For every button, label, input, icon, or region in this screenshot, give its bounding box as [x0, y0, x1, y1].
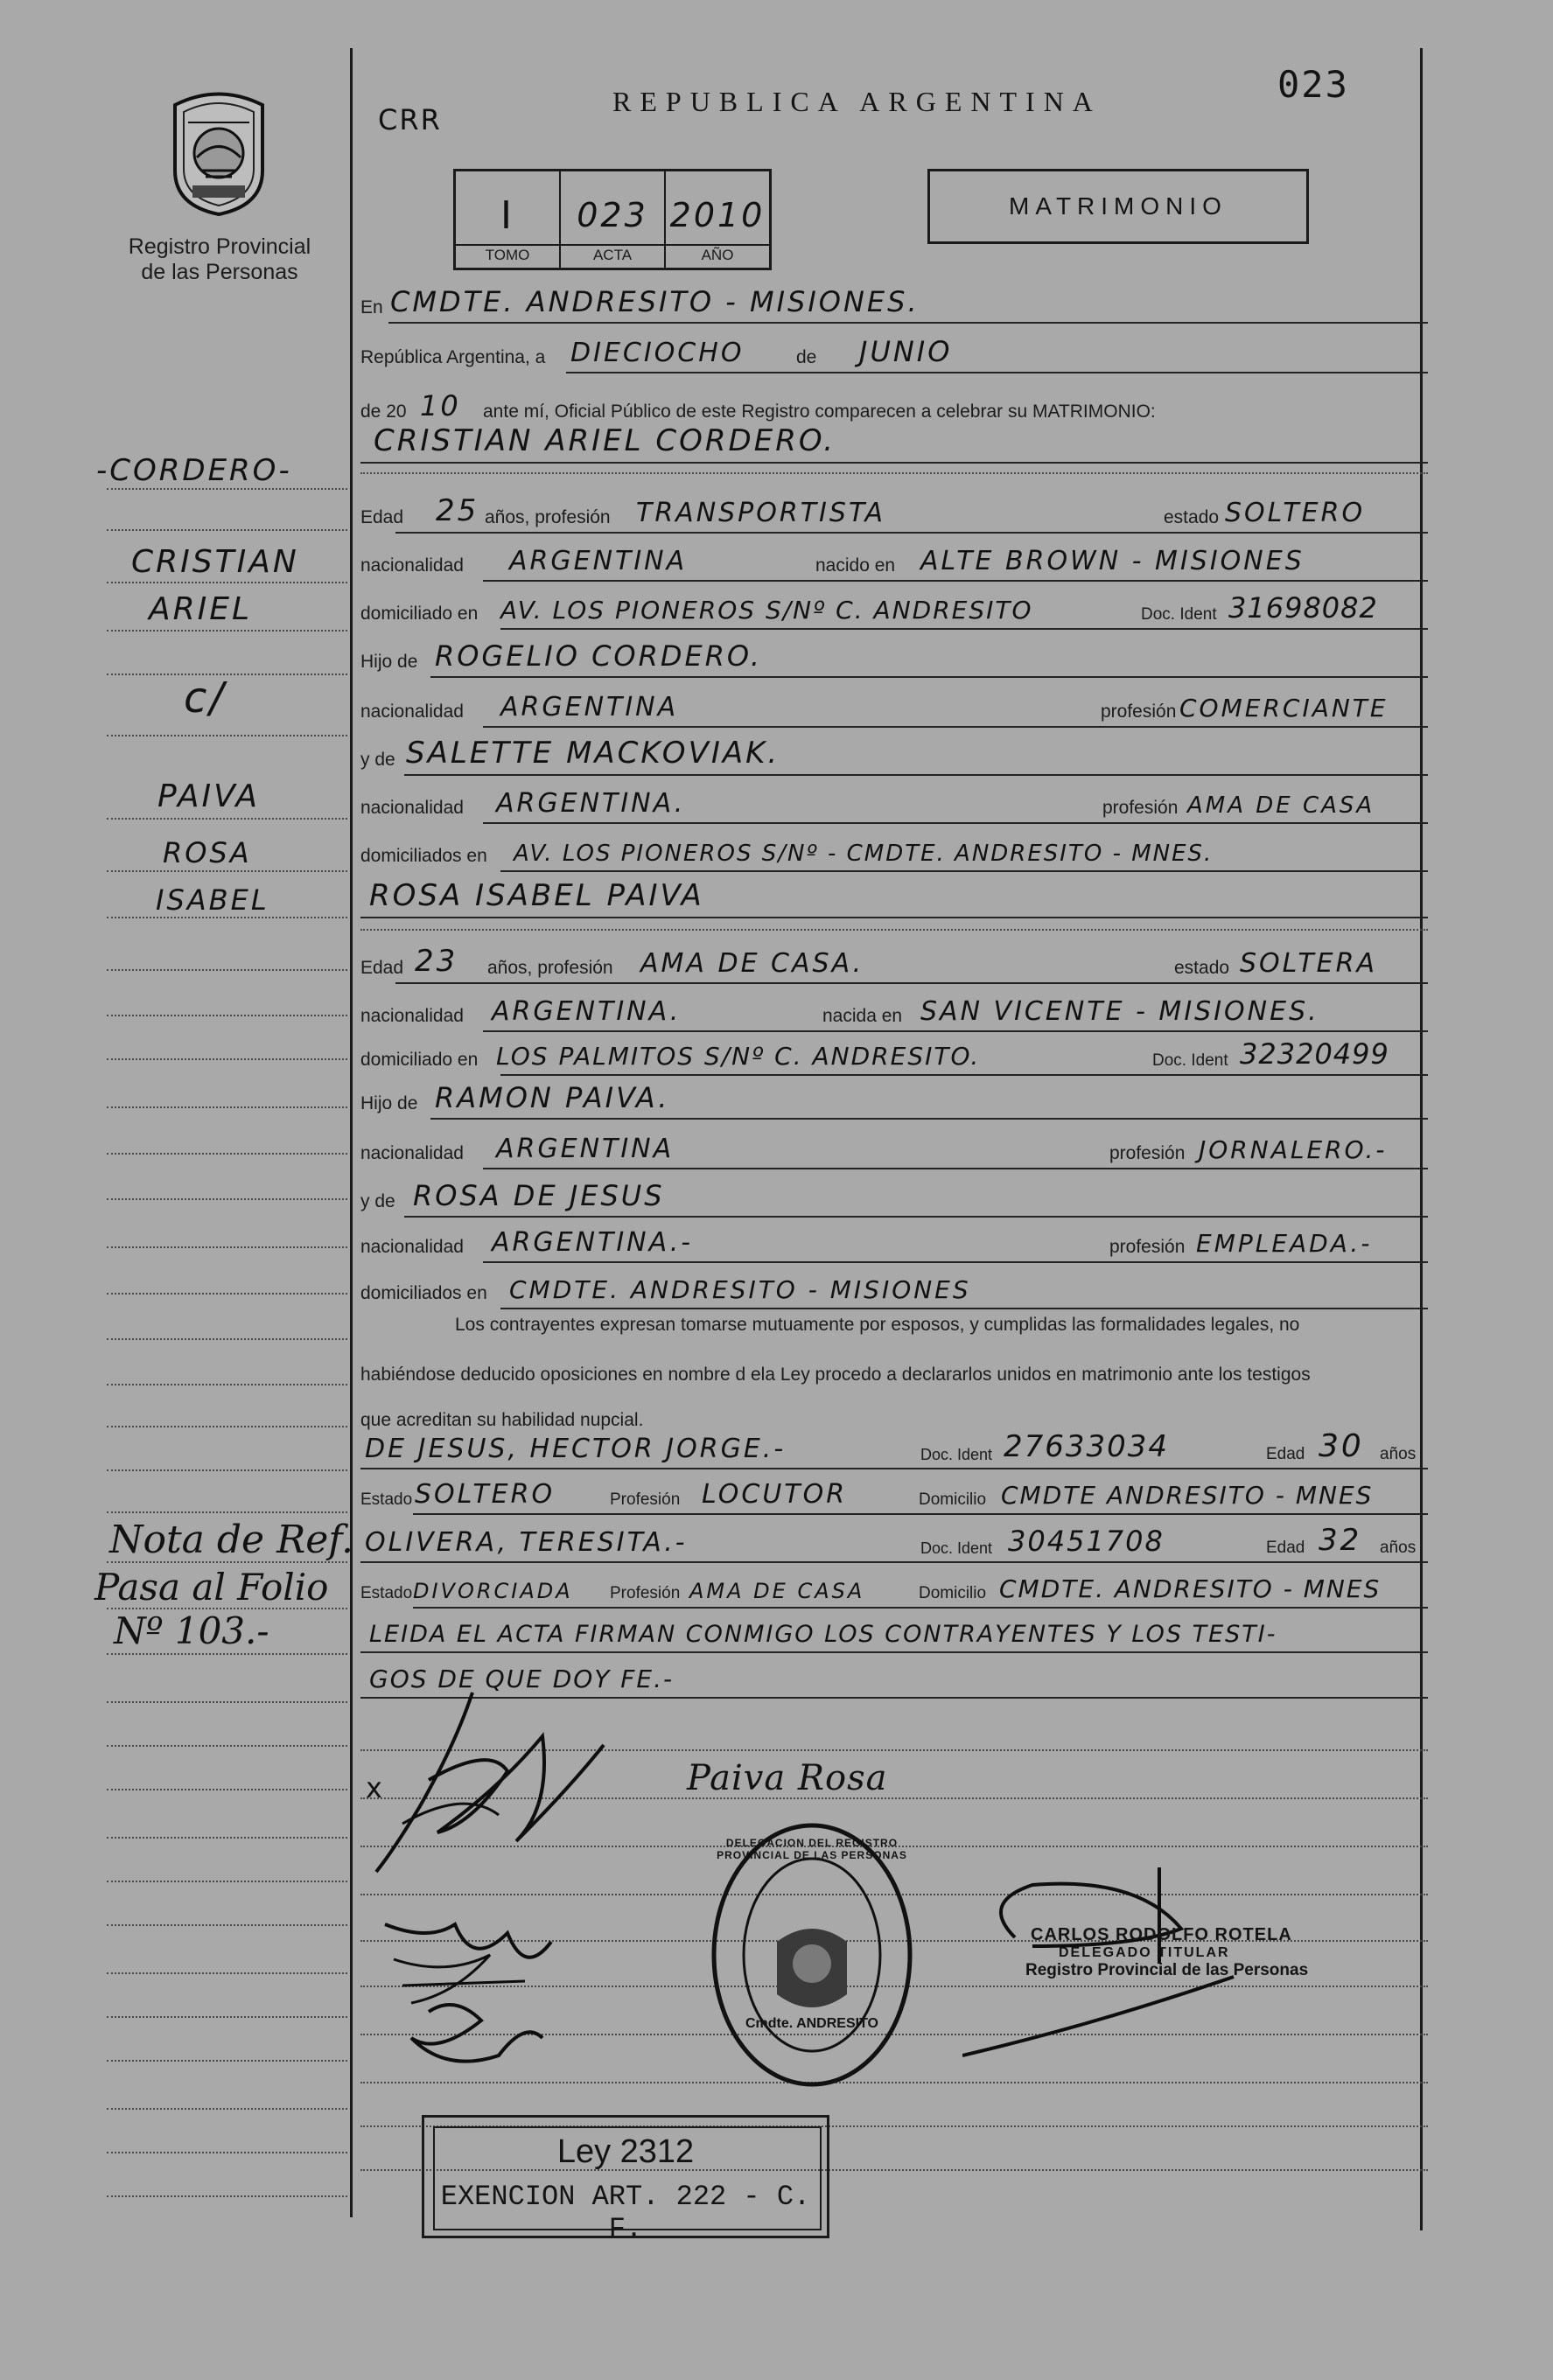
margin-name-5: ISABEL — [156, 883, 269, 917]
margin-surname: -CORDERO- — [96, 453, 292, 488]
day-value: DIECIOCHO — [570, 338, 745, 368]
seal-center-text: Cmdte. ANDRESITO — [745, 2016, 878, 2031]
witness2-edad-label: Edad — [1266, 1539, 1305, 1557]
bride-mother-profession: EMPLEADA.- — [1196, 1229, 1373, 1258]
province-seal — [162, 87, 276, 219]
groom-mother-label: y de — [360, 750, 395, 770]
groom-father: ROGELIO CORDERO. — [435, 639, 762, 673]
bride-father-nationality: ARGENTINA — [496, 1134, 675, 1164]
margin-note-1: Nota de Ref. — [109, 1518, 353, 1562]
bride-father: RAMON PAIVA. — [435, 1081, 670, 1114]
witness1-estado-label: Estado — [360, 1490, 413, 1509]
margin-name-3: PAIVA — [157, 778, 260, 814]
witness2-prof-label: Profesión — [610, 1584, 681, 1602]
groom-father-profession: COMERCIANTE — [1179, 694, 1389, 722]
ley-stamp-line-2: EXENCION ART. 222 - C. F. — [440, 2181, 811, 2245]
row-bride-age — [360, 944, 1428, 988]
groom-mother-nationality: ARGENTINA. — [496, 788, 686, 819]
seal-ring-text: DELEGACION DEL REGISTRO PROVINCIAL DE LAS PERSONAS — [717, 1837, 907, 1861]
bride-civil-status: SOLTERA — [1240, 948, 1377, 979]
anio-value: 2010 — [669, 196, 766, 234]
bride-mother-prof-label: profesión — [1109, 1237, 1186, 1257]
row-place — [360, 287, 1428, 327]
year-label: de 20 — [360, 401, 407, 422]
groom-born-label: nacido en — [815, 555, 896, 576]
margin-con: c/ — [184, 674, 227, 722]
groom-birthplace: ALTE BROWN - MISIONES — [920, 546, 1305, 576]
row-bride-father — [360, 1083, 1428, 1123]
row-bride-name — [360, 878, 1428, 922]
row-bride-nat — [360, 995, 1428, 1036]
row-groom-nat — [360, 545, 1428, 585]
witness1-civil-status: SOLTERO — [415, 1479, 556, 1510]
witness1-edad-label: Edad — [1266, 1445, 1305, 1463]
page-number: 023 — [1277, 63, 1349, 106]
bride-mother-nationality: ARGENTINA.- — [492, 1227, 694, 1258]
margin-note-3: Nº 103.- — [114, 1609, 269, 1652]
row-witness1-detail — [360, 1478, 1428, 1518]
witness1-profession: LOCUTOR — [702, 1479, 848, 1510]
bride-profession: AMA DE CASA. — [640, 948, 864, 979]
row-witness1 — [360, 1428, 1428, 1473]
ley-stamp-line-1: Ley 2312 — [556, 2133, 695, 2170]
witness2-doc: 30451708 — [1008, 1525, 1165, 1558]
registry-seal — [707, 1819, 917, 2090]
bride-nationality: ARGENTINA. — [492, 996, 682, 1027]
margin-note-2: Pasa al Folio — [94, 1566, 329, 1609]
witness-signatures — [376, 1907, 577, 2082]
groom-prof-label: años, profesión — [485, 507, 611, 527]
bride-doc: 32320499 — [1240, 1037, 1389, 1071]
bride-mother: ROSA DE JESUS — [413, 1179, 665, 1212]
bride-age: 23 — [415, 944, 458, 979]
bride-parents-address: CMDTE. ANDRESITO - MISIONES — [509, 1275, 971, 1304]
bride-nat-label: nacionalidad — [360, 1006, 464, 1026]
official-signature-block — [962, 1867, 1339, 2086]
bride-addr-label: domiciliado en — [360, 1050, 479, 1070]
acta-value: 023 — [577, 196, 648, 234]
declaration-line-1: Los contrayentes expresan tomarse mutuamente por esposos, y cumplidas las formalidades legales, no — [455, 1315, 1300, 1335]
witness2-profession: AMA DE CASA — [689, 1579, 865, 1603]
bride-address: LOS PALMITOS S/Nº C. ANDRESITO. — [496, 1042, 981, 1071]
bride-father-label: Hijo de — [360, 1093, 418, 1113]
witness1-name: DE JESUS, HECTOR JORGE.- — [365, 1434, 787, 1464]
bride-father-prof-label: profesión — [1109, 1143, 1186, 1163]
groom-name: CRISTIAN ARIEL CORDERO. — [374, 423, 836, 458]
groom-mother: SALETTE MACKOVIAK. — [406, 736, 780, 771]
witness2-address: CMDTE. ANDRESITO - MNES — [999, 1574, 1382, 1603]
witness1-prof-label: Profesión — [610, 1490, 681, 1509]
groom-profession: TRANSPORTISTA — [636, 498, 886, 528]
place-label: En — [360, 297, 383, 318]
row-groom-mother — [360, 736, 1428, 779]
groom-parents-addr-label: domiciliados en — [360, 846, 487, 866]
registry-line-2: de las Personas — [141, 260, 298, 284]
acta-label: ACTA — [592, 247, 633, 263]
groom-parents-address: AV. LOS PIONEROS S/Nº - CMDTE. ANDRESITO - MNES. — [514, 841, 1214, 867]
groom-father-nat-label: nacionalidad — [360, 701, 464, 722]
margin-name-2: ARIEL — [149, 591, 253, 627]
witness1-doc: 27633034 — [1004, 1429, 1170, 1464]
country-title: REPUBLICA ARGENTINA — [612, 86, 1102, 117]
month-value: JUNIO — [859, 335, 953, 368]
tomo-value: I — [500, 193, 514, 238]
row-groom-parents-addr — [360, 835, 1428, 876]
row-groom-age — [360, 493, 1428, 537]
anio-label: AÑO — [701, 247, 734, 263]
registry-line-1: Registro Provincial — [128, 234, 311, 259]
place-value: CMDTE. ANDRESITO - MISIONES. — [390, 285, 920, 318]
official-name: CARLOS RODOLFO ROTELA — [1031, 1925, 1292, 1944]
row-date — [360, 337, 1428, 377]
bride-name: ROSA ISABEL PAIVA — [369, 878, 704, 913]
row-groom-father — [360, 641, 1428, 681]
margin-divider — [350, 48, 353, 2217]
groom-nat-label: nacionalidad — [360, 555, 464, 576]
groom-age: 25 — [436, 493, 479, 528]
groom-mother-profession: AMA DE CASA — [1187, 792, 1375, 819]
groom-nationality: ARGENTINA — [509, 546, 688, 576]
groom-father-nationality: ARGENTINA — [500, 692, 679, 722]
declaration-line-2: habiéndose deducido oposiciones en nombre d ela Ley procedo a declararlos unidos en matrimonio ante los testigos — [360, 1364, 1311, 1385]
official-office: Registro Provincial de las Personas — [1025, 1961, 1309, 1979]
row-groom-father-nat — [360, 691, 1428, 731]
row-bride-addr — [360, 1039, 1428, 1079]
year-value: 10 — [420, 389, 461, 422]
row-bride-mother-nat — [360, 1226, 1428, 1267]
closing-line-1: LEIDA EL ACTA FIRMAN CONMIGO LOS CONTRAYENTES Y LOS TESTI- — [369, 1621, 1277, 1648]
groom-mother-nat-label: nacionalidad — [360, 798, 464, 818]
bride-age-label: Edad — [360, 958, 404, 978]
row-witness2-detail — [360, 1572, 1428, 1612]
bride-signature: Paiva Rosa — [687, 1758, 888, 1798]
witness2-civil-status: DIVORCIADA — [413, 1579, 573, 1603]
groom-estado-label: estado — [1164, 507, 1220, 527]
register-box — [453, 169, 772, 270]
de-label: de — [796, 347, 817, 367]
groom-father-prof-label: profesión — [1101, 701, 1177, 722]
groom-addr-label: domiciliado en — [360, 604, 479, 624]
official-title: DELEGADO TITULAR — [1059, 1945, 1230, 1960]
witness1-dom-label: Domicilio — [919, 1490, 987, 1509]
tomo-label: TOMO — [485, 247, 530, 263]
bride-mother-label: y de — [360, 1191, 395, 1211]
groom-signature — [367, 1684, 621, 1885]
witness2-age: 32 — [1319, 1523, 1362, 1558]
witness2-anios-label: años — [1380, 1539, 1417, 1557]
bride-birthplace: SAN VICENTE - MISIONES. — [920, 996, 1319, 1027]
act-type-box: MATRIMONIO — [927, 169, 1309, 244]
witness2-estado-label: Estado — [360, 1584, 413, 1602]
groom-doc-label: Doc. Ident — [1141, 605, 1217, 624]
groom-civil-status: SOLTERO — [1225, 498, 1366, 528]
row-bride-mother — [360, 1181, 1428, 1221]
bride-estado-label: estado — [1174, 958, 1230, 978]
groom-mother-prof-label: profesión — [1102, 798, 1179, 818]
bride-parents-addr-label: domiciliados en — [360, 1283, 487, 1303]
row-groom-name — [360, 423, 1428, 467]
witness2-name: OLIVERA, TERESITA.- — [365, 1527, 688, 1558]
row-bride-parents-addr — [360, 1273, 1428, 1313]
bride-mother-nat-label: nacionalidad — [360, 1237, 464, 1257]
witness2-doc-label: Doc. Ident — [920, 1539, 993, 1557]
country-label: República Argentina, a — [360, 347, 546, 367]
groom-doc: 31698082 — [1228, 591, 1378, 625]
witness2-dom-label: Domicilio — [919, 1584, 987, 1602]
ley-stamp — [422, 2115, 829, 2245]
row-groom-mother-nat — [360, 787, 1428, 827]
bride-prof-label: años, profesión — [487, 958, 613, 978]
intro-text: ante mí, Oficial Público de este Registro comparecen a celebrar su MATRIMONIO: — [483, 401, 1156, 422]
closing-line-2: GOS DE QUE DOY FE.- — [369, 1665, 675, 1693]
margin-name-1: CRISTIAN — [131, 544, 299, 580]
row-closing-1 — [360, 1616, 1428, 1657]
code-mark: CRR — [378, 103, 442, 136]
row-bride-father-nat — [360, 1133, 1428, 1173]
bride-doc-label: Doc. Ident — [1152, 1051, 1228, 1070]
bride-born-label: nacida en — [822, 1006, 903, 1026]
witness1-anios-label: años — [1380, 1445, 1417, 1463]
margin-name-4: ROSA — [163, 836, 252, 869]
witness1-address: CMDTE ANDRESITO - MNES — [1001, 1481, 1374, 1510]
groom-address: AV. LOS PIONEROS S/Nº C. ANDRESITO — [500, 596, 1033, 625]
bride-father-profession: JORNALERO.- — [1199, 1135, 1388, 1164]
row-witness2 — [360, 1523, 1428, 1567]
witness1-doc-label: Doc. Ident — [920, 1446, 993, 1463]
groom-father-label: Hijo de — [360, 652, 418, 672]
registry-name — [121, 234, 318, 285]
groom-age-label: Edad — [360, 507, 404, 527]
row-groom-addr — [360, 593, 1428, 633]
declaration-line-3: que acreditan su habilidad nupcial. — [360, 1410, 644, 1430]
x-mark: x — [366, 1771, 385, 1804]
witness1-age: 30 — [1319, 1428, 1364, 1464]
bride-father-nat-label: nacionalidad — [360, 1143, 464, 1163]
